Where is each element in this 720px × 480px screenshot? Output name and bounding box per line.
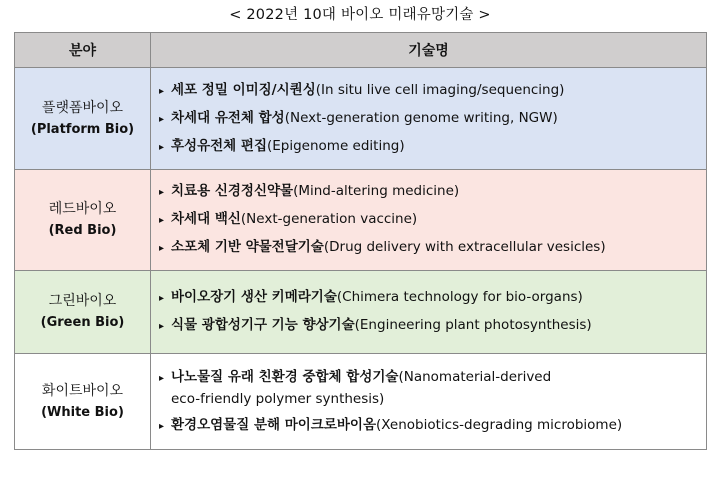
item-en: (Epigenome editing) xyxy=(267,137,405,154)
item-en: (Next-generation genome writing, NGW) xyxy=(284,109,558,126)
list-item xyxy=(159,364,700,412)
items-cell xyxy=(151,68,707,170)
page-title: < 2022년 10대 바이오 미래유망기술 > xyxy=(229,7,491,23)
table-header-row xyxy=(15,33,707,68)
category-ko: 화이트바이오 xyxy=(41,382,124,399)
triangle-bullet-icon: ▸ xyxy=(159,243,165,254)
list-item xyxy=(159,178,700,206)
item-en-continuation: eco-friendly polymer synthesis) xyxy=(171,390,385,407)
category-ko: 레드바이오 xyxy=(48,201,117,217)
triangle-bullet-icon: ▸ xyxy=(159,187,165,198)
category-cell xyxy=(15,271,151,354)
item-en: (Mind-altering medicine) xyxy=(293,183,460,199)
list-item xyxy=(159,133,700,161)
items-cell xyxy=(151,271,707,354)
table-row xyxy=(15,271,707,354)
item-en: (In situ live cell imaging/sequencing) xyxy=(315,81,565,98)
category-en: (White Bio) xyxy=(41,404,124,420)
triangle-bullet-icon: ▸ xyxy=(159,293,165,304)
triangle-bullet-icon: ▸ xyxy=(159,113,165,125)
item-en: (Nanomaterial-derived xyxy=(398,368,552,385)
table-row xyxy=(15,354,707,450)
list-item xyxy=(159,284,700,312)
triangle-bullet-icon: ▸ xyxy=(159,141,165,153)
item-en: (Xenobiotics-degrading microbiome) xyxy=(376,416,623,433)
header-tech: 기술명 xyxy=(151,33,707,68)
category-en: (Green Bio) xyxy=(40,315,125,330)
item-ko: 바이오장기 생산 키메라기술 xyxy=(171,289,337,305)
triangle-bullet-icon: ▸ xyxy=(159,372,165,384)
items-cell xyxy=(151,170,707,271)
items-cell xyxy=(151,354,707,450)
item-ko: 차세대 백신 xyxy=(171,211,241,227)
item-ko: 나노물질 유래 친환경 중합체 합성기술 xyxy=(171,368,399,385)
item-ko: 세포 정밀 이미징/시퀀싱 xyxy=(171,81,316,98)
item-en: (Engineering plant photosynthesis) xyxy=(354,317,592,333)
tech-table xyxy=(14,32,707,450)
item-en: (Chimera technology for bio-organs) xyxy=(336,289,583,305)
item-ko: 식물 광합성기구 기능 향상기술 xyxy=(171,317,355,333)
list-item xyxy=(159,206,700,234)
triangle-bullet-icon: ▸ xyxy=(159,420,165,432)
triangle-bullet-icon: ▸ xyxy=(159,321,165,332)
category-cell xyxy=(15,354,151,450)
table-row xyxy=(15,68,707,170)
list-item xyxy=(159,77,700,105)
triangle-bullet-icon: ▸ xyxy=(159,215,165,226)
category-cell xyxy=(15,170,151,271)
item-en: (Drug delivery with extracellular vesicles) xyxy=(323,239,606,255)
item-ko: 소포체 기반 약물전달기술 xyxy=(171,239,324,255)
category-ko: 플랫폼바이오 xyxy=(41,99,124,116)
category-en: (Red Bio) xyxy=(48,223,117,238)
item-en: (Next-generation vaccine) xyxy=(240,211,418,227)
list-item xyxy=(159,234,700,262)
item-ko: 차세대 유전체 합성 xyxy=(171,109,285,126)
list-item xyxy=(159,105,700,133)
list-item xyxy=(159,312,700,340)
triangle-bullet-icon: ▸ xyxy=(159,85,165,97)
list-item xyxy=(159,412,700,440)
item-ko: 치료용 신경정신약물 xyxy=(171,183,294,199)
category-ko: 그린바이오 xyxy=(48,293,117,309)
category-cell xyxy=(15,68,151,170)
category-en: (Platform Bio) xyxy=(30,121,135,137)
header-field: 분야 xyxy=(15,33,151,68)
item-ko: 후성유전체 편집 xyxy=(171,137,267,154)
table-row xyxy=(15,170,707,271)
item-ko: 환경오염물질 분해 마이크로바이옴 xyxy=(171,416,377,433)
